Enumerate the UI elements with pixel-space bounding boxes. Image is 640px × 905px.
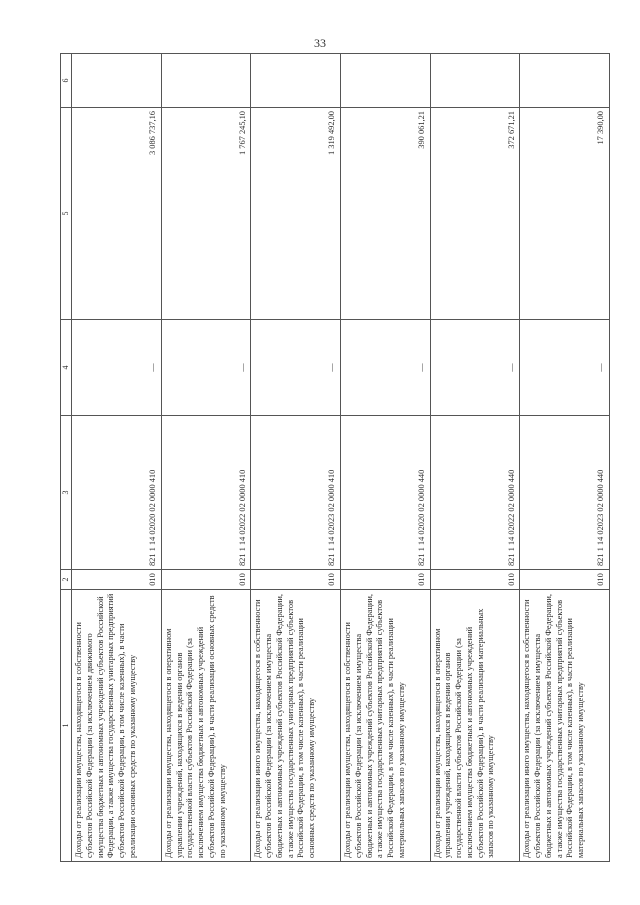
row-line-code: 010 bbox=[161, 570, 251, 590]
row-amount: 1 319 492,00 bbox=[251, 108, 341, 320]
row-col6 bbox=[520, 54, 610, 108]
table-row bbox=[251, 54, 341, 862]
row-income-code: 821 1 14 02023 02 0000 440 bbox=[520, 416, 610, 570]
row-description: Доходы от реализации имущества, находящегося в собственности субъектов Российской Федерации (за исключением движимого имущества бюджетных и автономных учреждений субъектов Российской Федерации, а также имущества государственных унитарных предприятий субъектов Российской Федерации, в том числе казенных), в части реализации основных средств по указанному имуществу bbox=[72, 590, 162, 862]
table-row bbox=[72, 54, 162, 862]
row-description: Доходы от реализации имущества, находящегося в оперативном управлении учреждений, находящихся в ведении органов государственной власти субъектов Российской Федерации (за исключением имущества бюджетных и автономных учреждений субъектов Российской Федерации), в части реализации материальных запасов по указанному имуществу bbox=[430, 590, 520, 862]
row-amount: 372 671,21 bbox=[430, 108, 520, 320]
header-col-1: 1 bbox=[61, 590, 72, 862]
row-description: Доходы от реализации имущества, находящегося в собственности субъектов Российской Федерации (за исключением имущества бюджетных и автономных учреждений субъектов Российской Федерации, а также имущества государственных унитарных предприятий субъектов Российской Федерации, в том числе казенных), в части реализации материальных запасов по указанному имуществу bbox=[341, 590, 431, 862]
row-line-code: 010 bbox=[72, 570, 162, 590]
row-col6 bbox=[430, 54, 520, 108]
table-row bbox=[520, 54, 610, 862]
header-col-6: 6 bbox=[61, 54, 72, 108]
header-col-3: 3 bbox=[61, 416, 72, 570]
income-table bbox=[60, 53, 610, 862]
row-col4: — bbox=[341, 320, 431, 416]
row-description: Доходы от реализации имущества, находящегося в оперативном управлении учреждений, находящихся в ведении органов государственной власти субъектов Российской Федерации (за исключением имущества бюджетных и автономных учреждений субъектов Российской Федерации), в части реализации основных средств по указанному имуществу bbox=[161, 590, 251, 862]
row-description: Доходы от реализации иного имущества, находящегося в собственности субъектов Российской Федерации (за исключением имущества бюджетных и автономных учреждений субъектов Российской Федерации, а также имущества государственных унитарных предприятий субъектов Российской Федерации, в том числе казенных), в части реализации основных средств по указанному имуществу bbox=[251, 590, 341, 862]
row-line-code: 010 bbox=[430, 570, 520, 590]
row-amount: 3 086 737,16 bbox=[72, 108, 162, 320]
row-col4: — bbox=[72, 320, 162, 416]
row-income-code: 821 1 14 02022 02 0000 440 bbox=[430, 416, 520, 570]
header-col-5: 5 bbox=[61, 108, 72, 320]
row-col4: — bbox=[520, 320, 610, 416]
row-description: Доходы от реализации иного имущества, находящегося в собственности субъектов Российской Федерации (за исключением имущества бюджетных и автономных учреждений субъектов Российской Федерации, а также имущества государственных унитарных предприятий субъектов Российской Федерации, в том числе казенных), в части реализации материальных запасов по указанному имуществу bbox=[520, 590, 610, 862]
row-amount: 17 390,00 bbox=[520, 108, 610, 320]
row-line-code: 010 bbox=[251, 570, 341, 590]
row-income-code: 821 1 14 02023 02 0000 410 bbox=[251, 416, 341, 570]
table-row bbox=[341, 54, 431, 862]
row-col6 bbox=[161, 54, 251, 108]
header-col-2: 2 bbox=[61, 570, 72, 590]
page-number: 33 bbox=[314, 36, 326, 50]
row-col6 bbox=[341, 54, 431, 108]
table-header-row bbox=[61, 54, 72, 862]
row-amount: 390 061,21 bbox=[341, 108, 431, 320]
table-row bbox=[430, 54, 520, 862]
row-col4: — bbox=[161, 320, 251, 416]
row-col6 bbox=[72, 54, 162, 108]
row-income-code: 821 1 14 02020 02 0000 410 bbox=[72, 416, 162, 570]
table-row bbox=[161, 54, 251, 862]
table-region bbox=[60, 54, 610, 862]
row-line-code: 010 bbox=[520, 570, 610, 590]
row-col4: — bbox=[251, 320, 341, 416]
row-col6 bbox=[251, 54, 341, 108]
row-col4: — bbox=[430, 320, 520, 416]
header-col-4: 4 bbox=[61, 320, 72, 416]
row-line-code: 010 bbox=[341, 570, 431, 590]
rotated-table-container bbox=[60, 54, 610, 862]
row-income-code: 821 1 14 02022 02 0000 410 bbox=[161, 416, 251, 570]
row-income-code: 821 1 14 02020 02 0000 440 bbox=[341, 416, 431, 570]
row-amount: 1 767 245,10 bbox=[161, 108, 251, 320]
